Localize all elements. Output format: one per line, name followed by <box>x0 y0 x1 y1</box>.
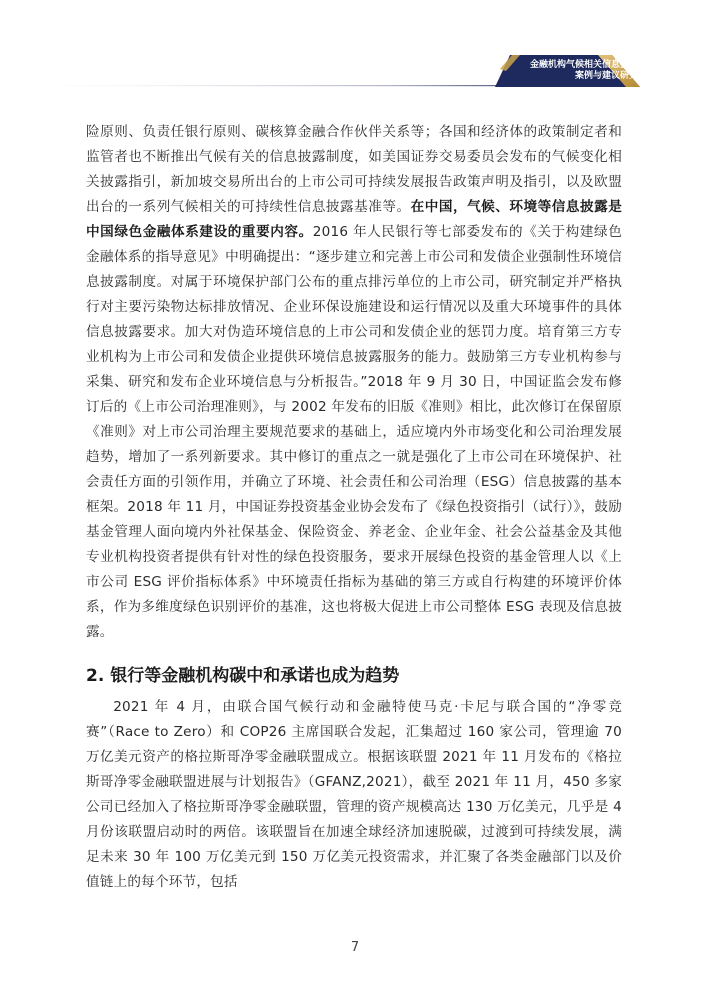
main-content <box>86 120 622 895</box>
paragraph-disclosure-part1: 险原则、负责任银行原则、碳核算金融合作伙伴关系等；各国和经济体的政策制定者和监管者也不断推出气候有关的信息披露制度，如美国证券交易委员会发布的气候变化相关披露指引，新加坡交易所出台的上市公司可持续发展报告政策声明及指引，以及欧盟出台的一系列气候相关的可持续性信息披露基准等。 <box>86 124 622 215</box>
header-title-line1: 金融机构气候相关信息披露 <box>529 60 638 70</box>
paragraph-disclosure <box>86 120 622 645</box>
paragraph-disclosure-part2: 2016 年人民银行等七部委发布的《关于构建绿色金融体系的指导意见》中明确提出：“逐步建立和完善上市公司和发债企业强制性环境信息披露制度。对属于环境保护部门公布的重点排污单位的上市公司，研究制定并严格执行对主要污染物达标排放情况、企业环保设施建设和运行情况以及重大环境事件的具体信息披露要求。加大对伪造环境信息的上市公司和发债企业的惩罚力度。培育第三方专业机构为上市公司和发债企业提供环境信息披露服务的能力。鼓励第三方专业机构参与采集、研究和发布企业环境信息与分析报告。”2018 年 9 月 30 日，中国证监会发布修订后的《上市公司治理准则》，与 2002 年发布的旧版《准则》相比，此次修订在保留原《准则》对上市公司治理主要规范要求的基础上，适应境内外市场变化和公司治理发展趋势，增加了一系列新要求。其中修订的重点之一就是强化了上市公司在环境保护、社会责任方面的引领作用，并确立了环境、社会责任和公司治理（ESG）信息披露的基本框架。2018 年 11 月，中国证券投资基金业协会发布了《绿色投资指引（试行）》，鼓励基金管理人面向境内外社保基金、保险资金、养老金、企业年金、社会公益基金及其他专业机构投资者提供有针对性的绿色投资服务，要求开展绿色投资的基金管理人以《上市公司 ESG 评价指标体系》中环境责任指标为基础的第三方或自行构建的环境评价体系，作为多维度绿色识别评价的基准，这也将极大促进上市公司整体 ESG 表现及信息披露。 <box>86 224 622 640</box>
paragraph-gfanz: 2021 年 4 月，由联合国气候行动和金融特使马克·卡尼与联合国的“净零竞赛”（Race to Zero）和 COP26 主席国联合发起，汇集超过 160 家公司，管理逾 70 万亿美元资产的格拉斯哥净零金融联盟成立。根据该联盟 2021 年 11 月发布的《格拉斯哥净零金融联盟进展与计划报告》（GFANZ,2021），截至 2021 年 11 月，450 多家公司已经加入了格拉斯哥净零金融联盟，管理的资产规模高达 130 万亿美元，几乎是 4 月份该联盟启动时的两倍。该联盟旨在加速全球经济加速脱碳，过渡到可持续发展，满足未来 30 年 100 万亿美元到 150 万亿美元投资需求，并汇聚了各类金融部门以及价值链上的每个环节，包括 <box>86 699 622 890</box>
section-heading: 2. 银行等金融机构碳中和承诺也成为趋势 <box>86 666 400 686</box>
header-title <box>478 60 638 82</box>
paragraph-disclosure-bold: 在中国，气候、环境等信息披露是中国绿色金融体系建设的重要内容。 <box>86 199 622 240</box>
page-number: 7 <box>350 940 360 955</box>
header-title-line2: 案例与建议研究 <box>574 71 638 81</box>
